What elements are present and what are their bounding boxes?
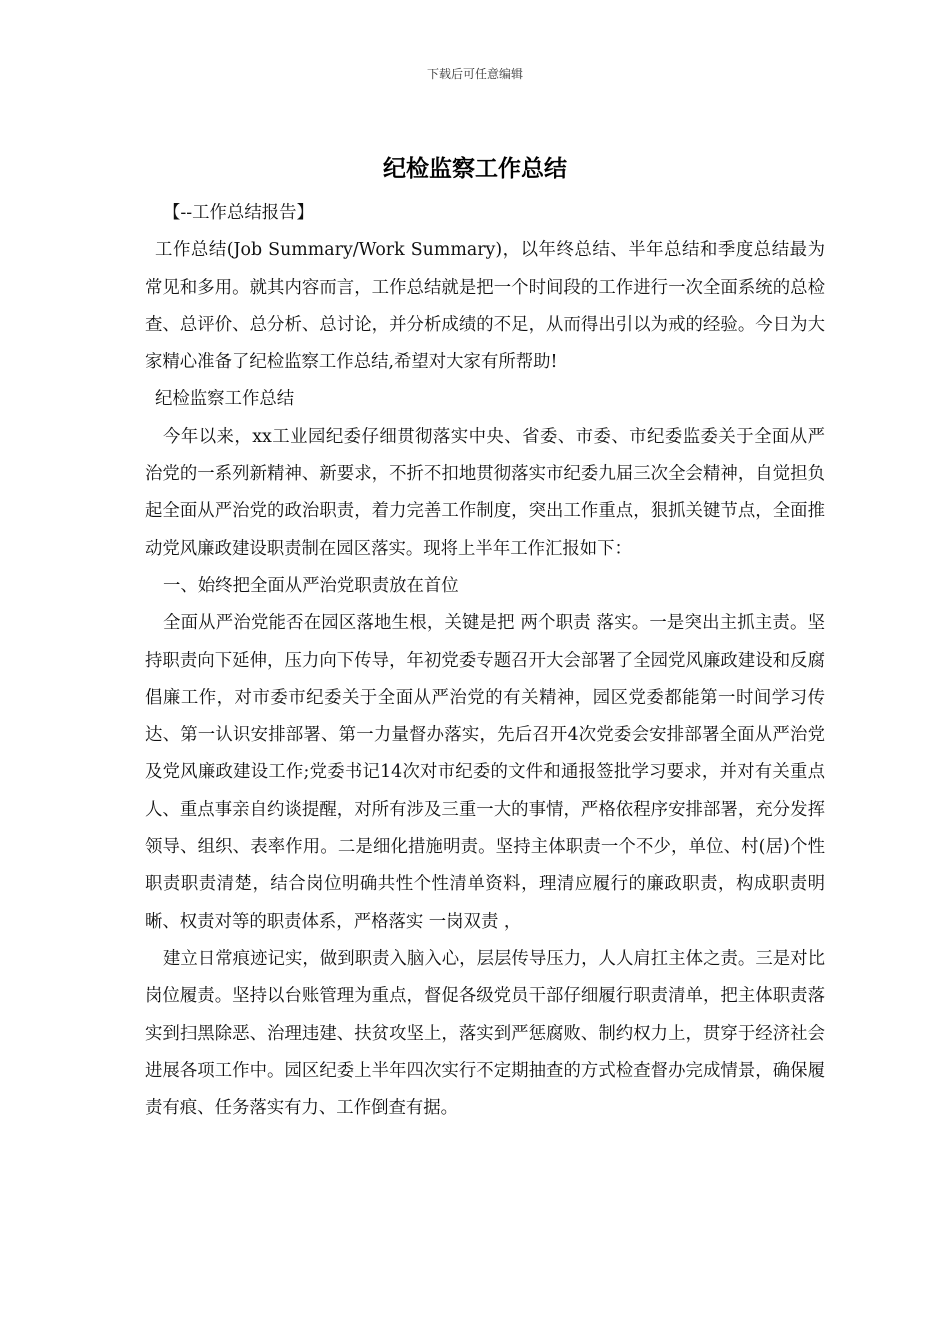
body-paragraph: 建立日常痕迹记实，做到职责入脑入心，层层传导压力，人人肩扛主体之责。三是对比岗位履责。坚持以台账管理为重点，督促各级党员干部仔细履行职责清单，把主体职责落实到扫黑除恶、治理违建、扶贫攻坚上，落实到严惩腐败、制约权力上，贯穿于经济社会进展各项工作中。园区纪委上半年四次实行不定期抽查的方式检查督办完成情景，确保履责有痕、任务落实有力、工作倒查有据。 <box>145 948 825 1119</box>
document-body <box>145 195 825 1127</box>
body-paragraph: 今年以来，xx工业园纪委仔细贯彻落实中央、省委、市委、市纪委监委关于全面从严治党的一系列新精神、新要求，不折不扣地贯彻落实市纪委九届三次全会精神，自觉担负起全面从严治党的政治职责，着力完善工作制度，突出工作重点，狠抓关键节点，全面推动党风廉政建设职责制在园区落实。现将上半年工作汇报如下： <box>145 426 825 559</box>
document-title: 纪检监察工作总结 <box>383 155 567 182</box>
page-header: 下载后可任意编辑 <box>426 67 523 81</box>
report-tag: 【--工作总结报告】 <box>163 203 314 223</box>
intro-paragraph: 工作总结(Job Summary/Work Summary)，以年终总结、半年总结和季度总结最为常见和多用。就其内容而言，工作总结就是把一个时间段的工作进行一次全面系统的总检查、总评价、总分析、总讨论，并分析成绩的不足，从而得出引以为戒的经验。今日为大家精心准备了纪检监察工作总结,希望对大家有所帮助! <box>145 240 825 373</box>
body-paragraph: 全面从严治党能否在园区落地生根，关键是把 两个职责 落实。一是突出主抓主责。坚持职责向下延伸，压力向下传导，年初党委专题召开大会部署了全园党风廉政建设和反腐倡廉工作，对市委市纪委关于全面从严治党的有关精神，园区党委都能第一时间学习传达、第一认识安排部署、第一力量督办落实，先后召开4次党委会安排部署全面从严治党及党风廉政建设工作;党委书记14次对市纪委的文件和通报签批学习要求，并对有关重点人、重点事亲自约谈提醒，对所有涉及三重一大的事情，严格依程序安排部署，充分发挥领导、组织、表率作用。二是细化措施明责。坚持主体职责一个不少，单位、村(居)个性职责职责清楚，结合岗位明确共性个性清单资料，理清应履行的廉政职责，构成职责明晰、权责对等的职责体系，严格落实 一岗双责 ， <box>145 613 825 932</box>
section-subtitle: 纪检监察工作总结 <box>155 389 295 410</box>
section-heading: 一、始终把全面从严治党职责放在首位 <box>163 575 459 596</box>
